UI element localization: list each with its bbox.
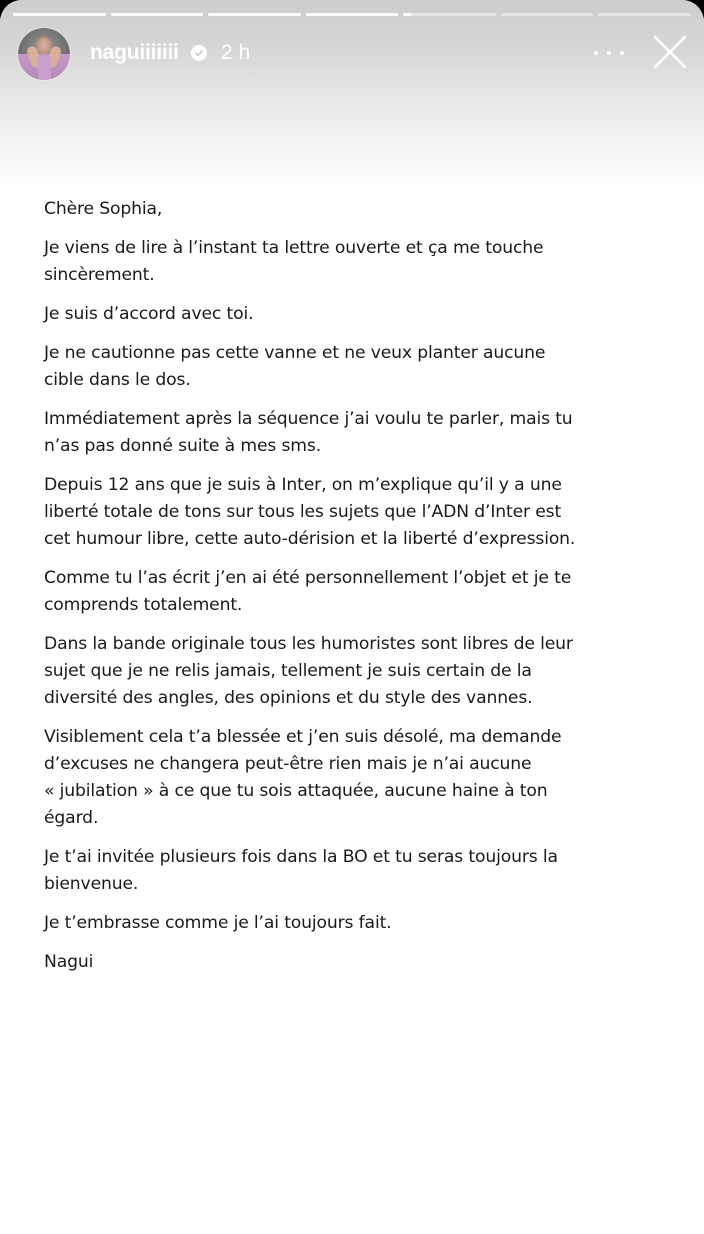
letter-line: égard. <box>44 808 99 828</box>
letter-line: Je t’embrasse comme je l’ai toujours fait. <box>44 913 392 933</box>
letter-line: Visiblement cela t’a blessée et j’en suis désolé, ma demande <box>44 727 562 747</box>
letter-paragraph <box>44 196 684 223</box>
progress-fill <box>208 13 301 16</box>
letter-line: Je t’ai invitée plusieurs fois dans la BO et tu seras toujours la <box>44 847 558 867</box>
more-options-button[interactable] <box>594 40 624 66</box>
letter-line: Comme tu l’as écrit j’en ai été personnellement l’objet et je te <box>44 568 572 588</box>
letter-paragraph <box>44 910 684 937</box>
letter-line: n’as pas donné suite à mes sms. <box>44 436 322 456</box>
letter-line: Depuis 12 ans que je suis à Inter, on m’explique qu’il y a une <box>44 475 562 495</box>
verified-badge-icon <box>191 45 207 61</box>
letter-line: bienvenue. <box>44 874 139 894</box>
letter-line: « jubilation » à ce que tu sois attaquée, aucune haine à ton <box>44 781 548 801</box>
letter-paragraph <box>44 235 684 289</box>
letter-paragraph <box>44 340 684 394</box>
letter-paragraph <box>44 406 684 460</box>
letter-line: cet humour libre, cette auto-dérision et la liberté d’expression. <box>44 529 576 549</box>
progress-segment <box>13 13 106 16</box>
letter-paragraph <box>44 472 684 553</box>
story-header <box>0 26 704 82</box>
avatar-photo-detail <box>38 56 51 80</box>
letter-line: comprends totalement. <box>44 595 243 615</box>
letter-paragraph <box>44 631 684 712</box>
letter-line: Nagui <box>44 952 94 972</box>
progress-segment <box>598 13 691 16</box>
letter-paragraph <box>44 301 684 328</box>
letter-line: Immédiatement après la séquence j’ai voulu te parler, mais tu <box>44 409 573 429</box>
letter-line: Je viens de lire à l’instant ta lettre ouverte et ça me touche <box>44 238 544 258</box>
more-horizontal-icon <box>620 51 624 55</box>
progress-fill <box>403 13 410 16</box>
letter-paragraph <box>44 844 684 898</box>
progress-segment <box>208 13 301 16</box>
progress-segment <box>111 13 204 16</box>
username-link[interactable]: naguiiiiiii <box>90 41 179 64</box>
post-timestamp: 2 h <box>221 41 251 64</box>
letter-line: Je ne cautionne pas cette vanne et ne veux planter aucune <box>44 343 546 363</box>
letter-line: Dans la bande originale tous les humoristes sont libres de leur <box>44 634 573 654</box>
avatar[interactable] <box>18 28 70 80</box>
story-progress-bar <box>13 13 691 16</box>
close-x-icon <box>652 34 688 70</box>
more-horizontal-icon <box>594 51 598 55</box>
letter-paragraph <box>44 949 684 976</box>
progress-segment-active <box>403 13 496 16</box>
progress-fill <box>306 13 399 16</box>
more-horizontal-icon <box>607 51 611 55</box>
letter-body <box>44 196 684 988</box>
letter-line: liberté totale de tons sur tous les sujets que l’ADN d’Inter est <box>44 502 562 522</box>
progress-fill <box>111 13 204 16</box>
letter-paragraph <box>44 565 684 619</box>
progress-segment <box>306 13 399 16</box>
letter-line: sincèrement. <box>44 265 155 285</box>
letter-line: Je suis d’accord avec toi. <box>44 304 254 324</box>
letter-line: sujet que je ne relis jamais, tellement je suis certain de la <box>44 661 532 681</box>
close-button[interactable] <box>652 34 688 70</box>
letter-line: Chère Sophia, <box>44 199 163 219</box>
letter-paragraph <box>44 724 684 832</box>
letter-line: cible dans le dos. <box>44 370 191 390</box>
letter-line: diversité des angles, des opinions et du style des vannes. <box>44 688 533 708</box>
progress-segment <box>501 13 594 16</box>
progress-fill <box>13 13 106 16</box>
letter-line: d’excuses ne changera peut-être rien mais je n’ai aucune <box>44 754 532 774</box>
